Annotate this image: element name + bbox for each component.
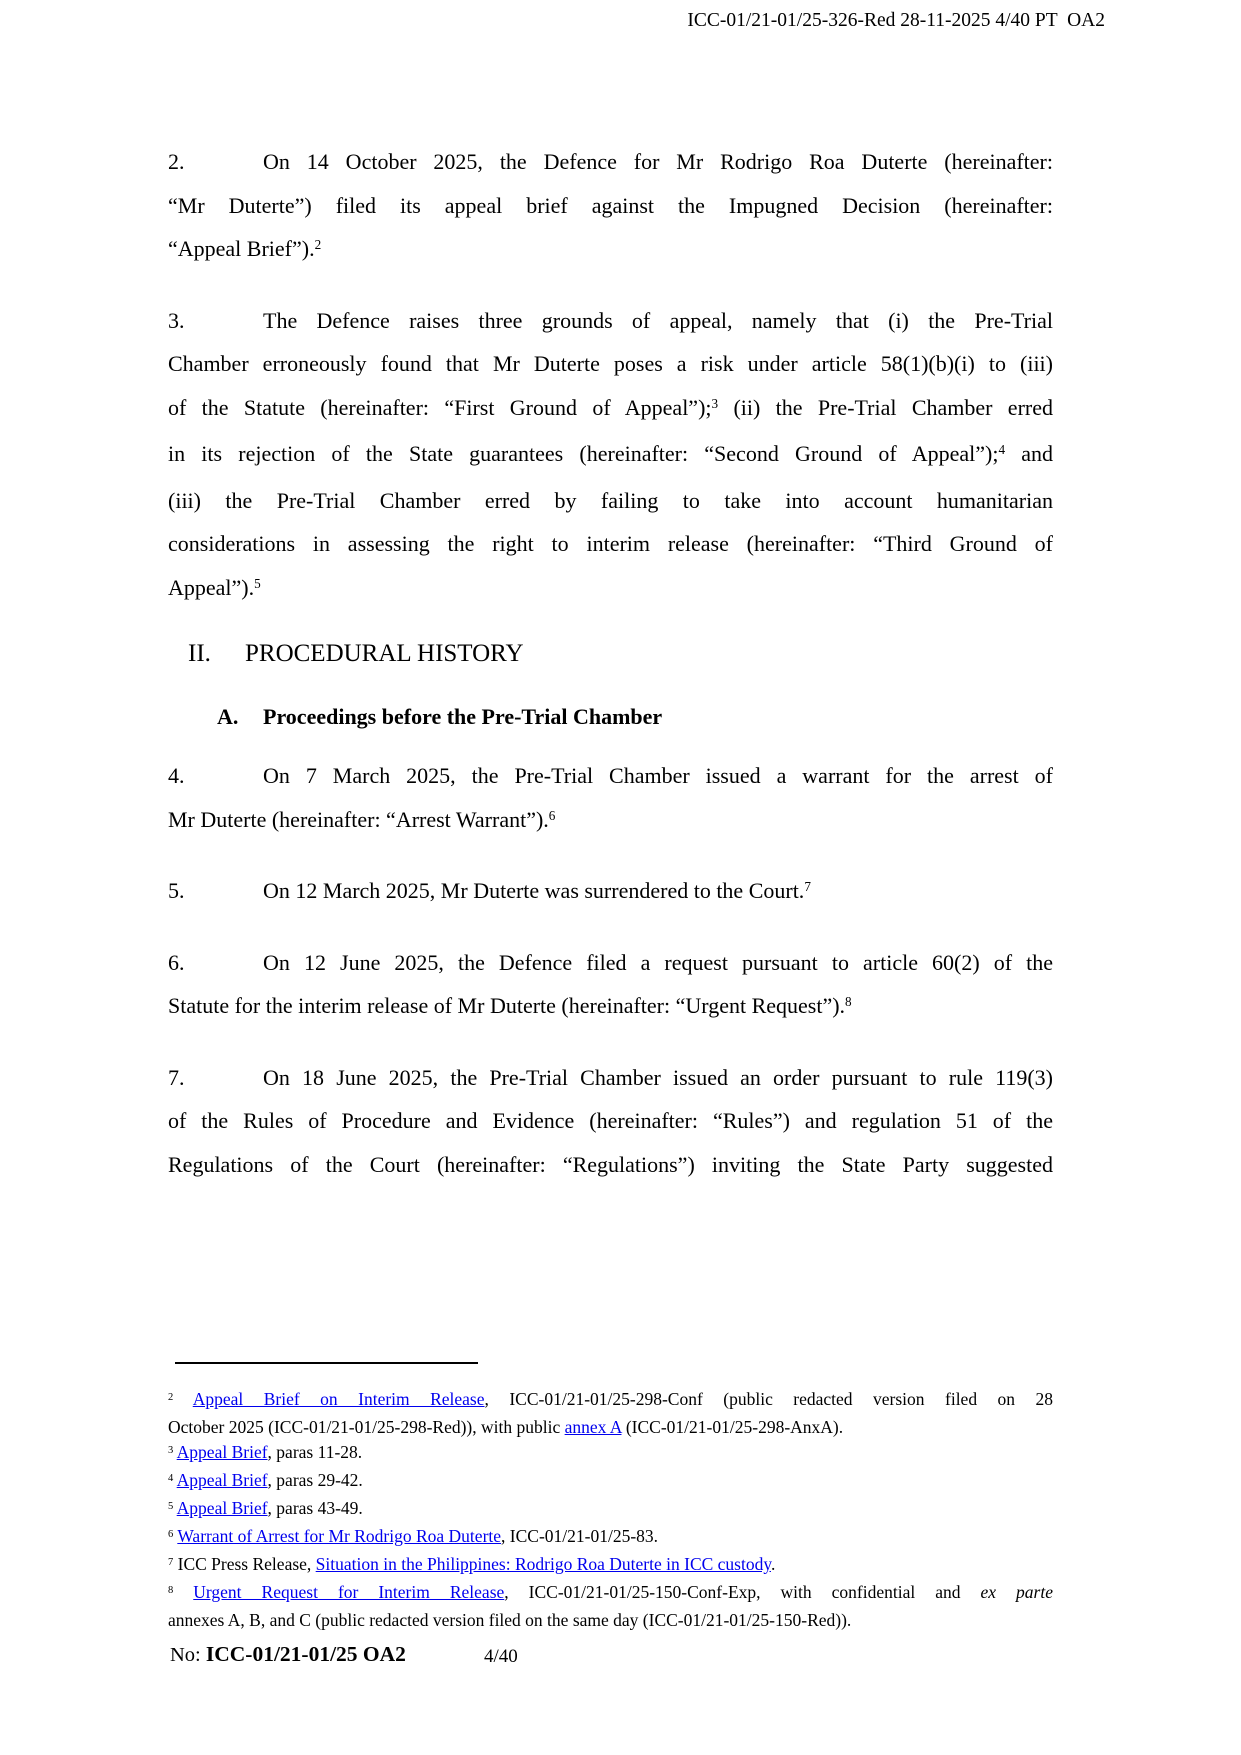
text-line: [168, 479, 1053, 523]
text-line: [168, 386, 1053, 433]
text-run: Regulations of the Court (hereinafter: “Regulations”) inviting the State Party suggested: [168, 1151, 1053, 1177]
paragraph: [168, 869, 1053, 916]
footnote-reference: 8: [168, 1584, 174, 1596]
subsection-heading: [217, 703, 1053, 731]
footnote-reference: 6: [168, 1528, 174, 1540]
footnote: [168, 1552, 1053, 1580]
text-run: considerations in assessing the right to interim release (hereinafter: “Third Ground of: [168, 531, 1053, 556]
footnotes: [168, 1387, 1053, 1633]
text-run: in its rejection of the State guarantees (hereinafter: “Second Ground of Appeal”);: [168, 441, 999, 466]
text-run: “Appeal Brief”).: [168, 236, 315, 261]
text-line: [168, 566, 1053, 613]
body-link[interactable]: Situation in the Philippines: Rodrigo Roa Duterte in ICC custody: [315, 1554, 771, 1574]
paragraph-number: 5.: [168, 878, 185, 903]
text-run: On 12 March 2025, Mr Duterte was surrendered to the Court.: [263, 878, 805, 903]
footnote: [168, 1468, 1053, 1496]
text-run: and: [1005, 441, 1053, 466]
text-run: , paras 43-49.: [267, 1498, 363, 1518]
text-run: of the Rules of Procedure and Evidence (hereinafter: “Rules”) and regulation 51 of the: [168, 1108, 1053, 1133]
paragraph: [168, 1056, 1053, 1187]
body-link[interactable]: Appeal Brief: [176, 1470, 268, 1490]
paragraph-number: 2.: [168, 149, 185, 174]
text-run: [173, 1582, 193, 1602]
document-body: [168, 140, 1053, 1211]
text-line: [168, 1415, 1053, 1440]
footnote: [168, 1524, 1053, 1552]
text-run: , paras 11-28.: [267, 1442, 363, 1462]
footnote: [168, 1440, 1053, 1468]
text-line: [168, 299, 1053, 343]
text-run: , ICC-01/21-01/25-83.: [501, 1526, 659, 1546]
text-line: [168, 1056, 1053, 1100]
text-line: [168, 227, 1053, 274]
paragraph: [168, 140, 1053, 274]
footnote-reference: 2: [314, 237, 322, 253]
text-line: [168, 522, 1053, 566]
footnote-reference: 4: [998, 442, 1006, 458]
body-link[interactable]: Appeal Brief: [176, 1498, 268, 1518]
text-run: Appeal”).: [168, 574, 255, 600]
text-run: (iii) the Pre-Trial Chamber erred by failing to take into account humanitarian: [168, 487, 1053, 513]
text-run: , paras 29-42.: [267, 1470, 363, 1490]
footnote-reference: 8: [845, 994, 852, 1010]
footnote-reference: 5: [254, 575, 261, 591]
text-run: .: [770, 1554, 776, 1574]
text-run: , ICC-01/21-01/25-298-Conf (public redacted version filed on 28: [484, 1389, 1053, 1409]
section-heading: [188, 639, 1053, 669]
text-line: [168, 798, 1053, 845]
text-run: of the Statute (hereinafter: “First Ground of Appeal”);: [168, 394, 712, 420]
body-link[interactable]: annex A: [564, 1417, 622, 1437]
text-run: On 7 March 2025, the Pre-Trial Chamber issued a warrant for the arrest of: [263, 763, 1053, 788]
registry-stamp: ICC-01/21-01/25-326-Red 28-11-2025 4/40 PT OA2: [687, 10, 1105, 31]
text-run: ICC Press Release,: [173, 1554, 316, 1574]
footnote: [168, 1580, 1053, 1633]
text-run: On 18 June 2025, the Pre-Trial Chamber issued an order pursuant to rule 119(3): [263, 1064, 1053, 1090]
text-line: [168, 1580, 1053, 1608]
footnote-reference: 2: [168, 1391, 174, 1403]
heading-number: II.: [188, 640, 211, 667]
page-number: 4/40: [484, 1646, 518, 1667]
text-run: annexes A, B, and C (public redacted version filed on the same day (ICC-01/21-01/25-150-Red)).: [168, 1610, 852, 1630]
paragraph-number: 3.: [168, 307, 185, 333]
text-run: (ii) the Pre-Trial Chamber erred: [718, 394, 1053, 420]
text-line: [168, 869, 1053, 916]
text-line: [168, 342, 1053, 386]
footer-case-number: [170, 1642, 406, 1667]
heading-text: PROCEDURAL HISTORY: [245, 640, 524, 667]
italic-text: ex parte: [980, 1582, 1053, 1602]
footnote-reference: 3: [168, 1444, 174, 1456]
footnote-reference: 7: [168, 1556, 174, 1568]
footnote: [168, 1387, 1053, 1440]
text-line: [168, 184, 1053, 228]
text-run: Statute for the interim release of Mr Duterte (hereinafter: “Urgent Request”).: [168, 993, 846, 1018]
text-run: (ICC-01/21-01/25-298-AnxA).: [621, 1417, 844, 1437]
text-run: October 2025 (ICC-01/21-01/25-298-Red)), with public: [168, 1417, 565, 1437]
text-line: [168, 754, 1053, 798]
footnote-reference: 6: [548, 807, 556, 823]
paragraph-number: 6.: [168, 949, 185, 975]
body-link[interactable]: Warrant of Arrest for Mr Rodrigo Roa Duterte: [177, 1526, 502, 1546]
footnote-reference: 7: [804, 879, 811, 895]
footnote-reference: 4: [168, 1472, 174, 1484]
text-run: The Defence raises three grounds of appeal, namely that (i) the Pre-Trial: [263, 307, 1053, 333]
heading-number: A.: [217, 704, 239, 729]
text-line: [168, 1608, 1053, 1633]
text-run: Mr Duterte (hereinafter: “Arrest Warrant”).: [168, 806, 549, 832]
footer-label: No:: [170, 1644, 206, 1666]
footnote-reference: 5: [168, 1500, 174, 1512]
text-line: [168, 984, 1053, 1031]
text-line: [168, 1552, 1053, 1580]
paragraph-number: 4.: [168, 763, 185, 788]
paragraph-number: 7.: [168, 1064, 185, 1090]
text-line: [168, 1468, 1053, 1496]
text-run: Chamber erroneously found that Mr Duterte poses a risk under article 58(1)(b)(i) to (iii): [168, 351, 1053, 376]
body-link[interactable]: Appeal Brief: [176, 1442, 268, 1462]
footnote-separator: [175, 1362, 478, 1364]
paragraph: [168, 754, 1053, 844]
footnote-reference: 3: [711, 395, 719, 411]
text-run: [173, 1389, 193, 1409]
text-line: [168, 1143, 1053, 1187]
text-line: [168, 1099, 1053, 1143]
text-line: [168, 1387, 1053, 1415]
text-run: “Mr Duterte”) filed its appeal brief against the Impugned Decision (hereinafter:: [168, 192, 1053, 218]
text-line: [168, 1524, 1053, 1552]
text-line: [168, 1440, 1053, 1468]
footnote: [168, 1496, 1053, 1524]
text-run: On 12 June 2025, the Defence filed a request pursuant to article 60(2) of the: [263, 949, 1053, 975]
text-line: [168, 432, 1053, 479]
footer-case-no-value: ICC-01/21-01/25 OA2: [205, 1642, 406, 1666]
body-link[interactable]: Appeal Brief on Interim Release: [192, 1389, 485, 1409]
text-run: , ICC-01/21-01/25-150-Conf-Exp, with confidential and: [504, 1582, 981, 1602]
paragraph: [168, 941, 1053, 1031]
text-line: [168, 941, 1053, 985]
text-line: [168, 1496, 1053, 1524]
text-run: On 14 October 2025, the Defence for Mr Rodrigo Roa Duterte (hereinafter:: [263, 149, 1053, 174]
heading-text: Proceedings before the Pre-Trial Chamber: [263, 704, 663, 729]
body-link[interactable]: Urgent Request for Interim Release: [193, 1582, 505, 1602]
paragraph: [168, 299, 1053, 613]
text-line: [168, 140, 1053, 184]
